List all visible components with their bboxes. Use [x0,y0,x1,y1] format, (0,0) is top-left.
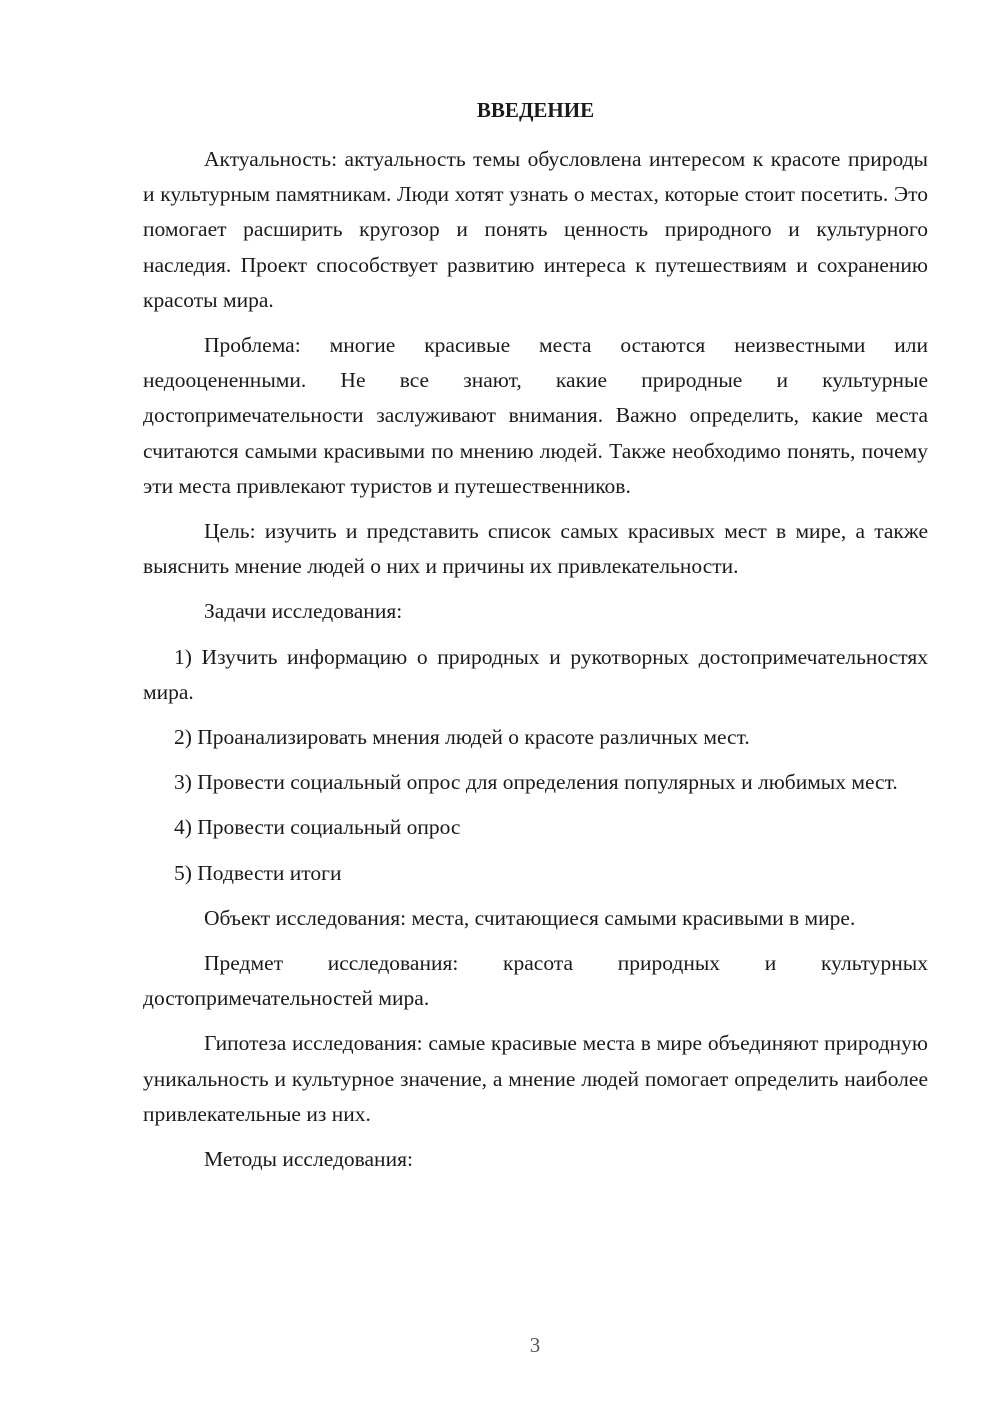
paragraph-tasks-heading: Задачи исследования: [204,599,403,624]
paragraph-methods: Методы исследования: [204,1147,413,1172]
paragraph-hypothesis: Гипотеза исследования: самые красивые места в мире объединяют природную уникальность и культурное значение, а мнение людей помогает определить наиболее привлекательные из них. [143,1031,928,1126]
task-item-1: 1) Изучить информацию о природных и рукотворных достопримечательностях мира. [143,644,928,704]
task-item-5: 5) Подвести итоги [174,860,342,885]
paragraph-relevance: Актуальность: актуальность темы обусловлена интересом к красоте природы и культурным памятникам. Люди хотят узнать о местах, которые стоит посетить. Это помогает расширить кругозор и понять ценность природного и культурного наследия. Проект способствует развитию интереса к путешествиям и сохранению красоты мира. [143,147,928,312]
paragraph-subject: Предмет исследования: красота природных и культурных достопримечательностей мира. [143,951,928,1011]
paragraph-object: Объект исследования: места, считающиеся самыми красивыми в мире. [204,905,856,930]
document-page [143,92,928,1177]
paragraph-goal: Цель: изучить и представить список самых красивых мест в мире, а также выяснить мнение людей о них и причины их привлекательности. [143,519,928,579]
page-number: 3 [529,1333,541,1357]
paragraph-problem: Проблема: многие красивые места остаются неизвестными или недооцененными. Не все знают, какие природные и культурные достопримечательности заслуживают внимания. Важно определить, какие места считаются самыми красивыми по мнению людей. Также необходимо понять, почему эти места привлекают туристов и путешественников. [143,333,928,498]
task-item-3: 3) Провести социальный опрос для определения популярных и любимых мест. [174,770,898,795]
task-item-2: 2) Проанализировать мнения людей о красоте различных мест. [174,725,750,750]
document-title: ВВЕДЕНИЕ [476,98,595,122]
task-item-4: 4) Провести социальный опрос [174,815,461,840]
